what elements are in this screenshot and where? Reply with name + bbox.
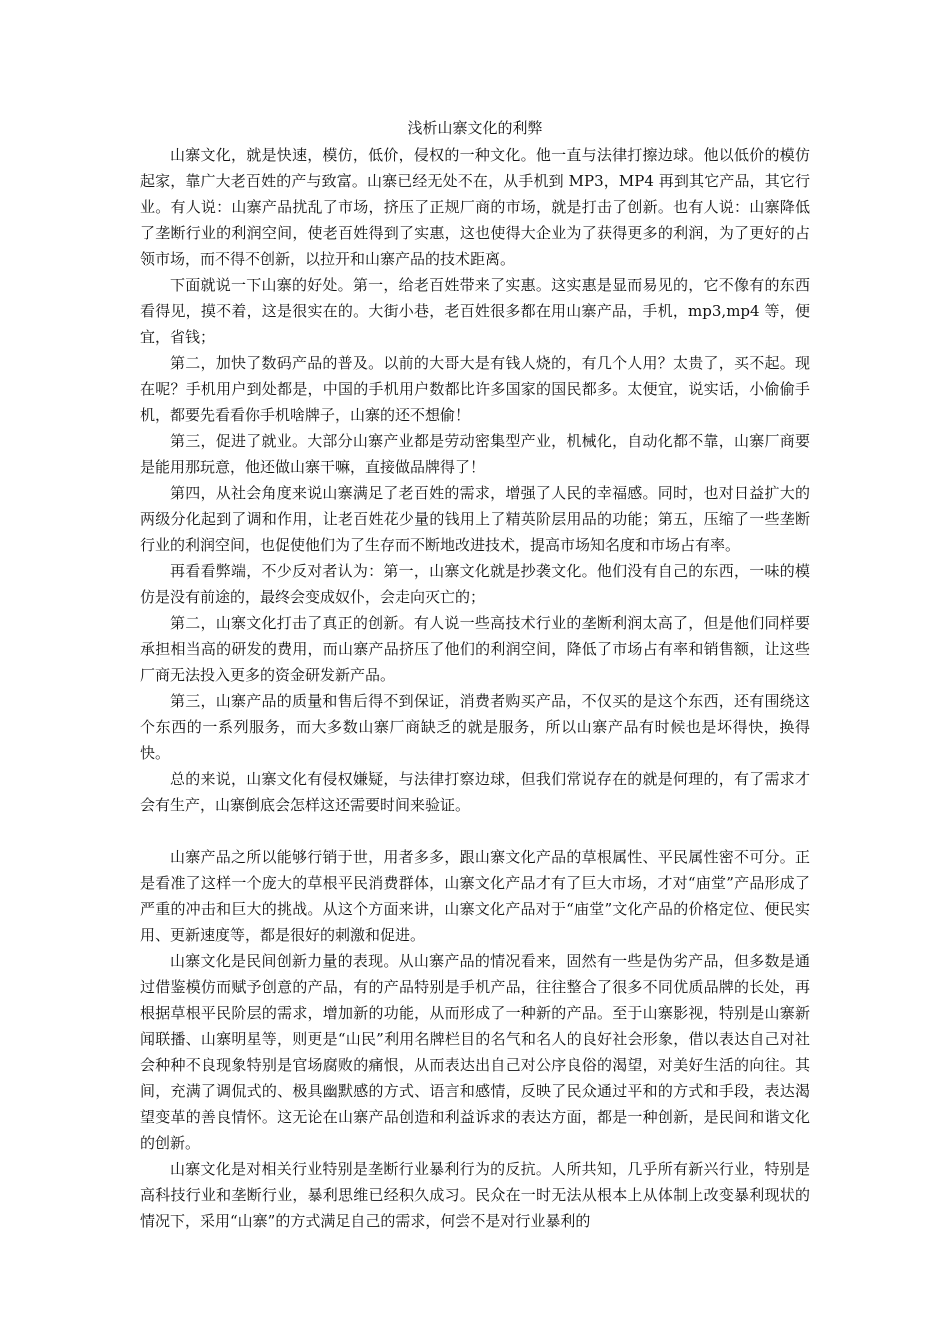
paragraph: 山寨文化是对相关行业特别是垄断行业暴利行为的反抗。人所共知，几乎所有新兴行业，特别是高科技行业和垄断行业，暴利思维已经积久成习。民众在一时无法从根本上从体制上改变暴利现状的情况下，采用“山寨”的方式满足自己的需求，何尝不是对行业暴利的 [140,1160,810,1230]
paragraph: 总的来说，山寨文化有侵权嫌疑，与法律打察边球，但我们常说存在的就是何理的，有了需求才会有生产，山寨倒底会怎样这还需要时间来验证。 [140,770,810,814]
paragraph: 山寨文化是民间创新力量的表现。从山寨产品的情况看来，固然有一些是伪劣产品，但多数是通过借鉴模仿而赋予创意的产品，有的产品特别是手机产品，往往整合了很多不同优质品牌的长处，再根据草根平民阶层的需求，增加新的功能，从而形成了一种新的产品。至于山寨影视，特别是山寨新闻联播、山寨明星等，则更是“山民”利用名牌栏目的名气和名人的良好社会形象，借以表达自己对社会种种不良现象特别是官场腐败的痛恨，从而表达出自己对公序良俗的渴望，对美好生活的向往。其间，充满了调侃式的、极具幽默感的方式、语言和感情，反映了民众通过平和的方式和手段，表达渴望变革的善良情怀。这无论在山寨产品创造和利益诉求的表达方面，都是一种创新，是民间和谐文化的创新。 [140,952,810,1152]
paragraph: 第三，促进了就业。大部分山寨产业都是劳动密集型产业，机械化，自动化都不靠，山寨厂商要是能用那玩意，他还做山寨干嘛，直接做品牌得了！ [140,432,810,476]
paragraph: 山寨文化，就是快速，模仿，低价，侵权的一种文化。他一直与法律打擦边球。他以低价的模仿起家，靠广大老百姓的产与致富。山寨已经无处不在，从手机到 MP3，MP4 再到其它产品，其它行业。有人说：山寨产品扰乱了市场，挤压了正规厂商的市场，就是打击了创新。也有人说：山寨降低了垄断行业的利润空间，使老百姓得到了实惠，这也使得大企业为了获得更多的利润，为了更好的占领市场，而不得不创新，以拉开和山寨产品的技术距离。 [140,146,810,268]
paragraph: 山寨产品之所以能够行销于世，用者多多，跟山寨文化产品的草根属性、平民属性密不可分。正是看准了这样一个庞大的草根平民消费群体，山寨文化产品才有了巨大市场，才对“庙堂”产品形成了严重的冲击和巨大的挑战。从这个方面来讲，山寨文化产品对于“庙堂”文化产品的价格定位、便民实用、更新速度等，都是很好的刺激和促进。 [140,848,810,944]
section-gap [140,818,810,844]
paragraph: 第三，山寨产品的质量和售后得不到保证，消费者购买产品，不仅买的是这个东西，还有围绕这个东西的一系列服务，而大多数山寨厂商缺乏的就是服务，所以山寨产品有时候也是坏得快，换得快。 [140,692,810,762]
paragraph: 第四，从社会角度来说山寨满足了老百姓的需求，增强了人民的幸福感。同时，也对日益扩大的两级分化起到了调和作用，让老百姓花少量的钱用上了精英阶层用品的功能；第五，压缩了一些垄断行业的利润空间，也促使他们为了生存而不断地改进技术，提高市场知名度和市场占有率。 [140,484,810,554]
paragraph: 再看看弊端，不少反对者认为：第一，山寨文化就是抄袭文化。他们没有自己的东西，一味的模仿是没有前途的，最终会变成奴仆，会走向灭亡的； [140,562,810,606]
document-body [140,142,810,1234]
paragraph: 第二，加快了数码产品的普及。以前的大哥大是有钱人烧的，有几个人用？太贵了，买不起。现在呢？手机用户到处都是，中国的手机用户数都比许多国家的国民都多。太便宜，说实话，小偷偷手机，都要先看看你手机啥牌子，山寨的还不想偷！ [140,354,810,424]
paragraph: 下面就说一下山寨的好处。第一，给老百姓带来了实惠。这实惠是显而易见的，它不像有的东西看得见，摸不着，这是很实在的。大街小巷，老百姓很多都在用山寨产品，手机，mp3,mp4 等，便宜，省钱； [140,276,810,346]
paragraph: 第二，山寨文化打击了真正的创新。有人说一些高技术行业的垄断利润太高了，但是他们同样要承担相当高的研发的费用，而山寨产品挤压了他们的利润空间，降低了市场占有率和销售额，让这些厂商无法投入更多的资金研发新产品。 [140,614,810,684]
document-title: 浅析山寨文化的利弊 [407,119,543,137]
